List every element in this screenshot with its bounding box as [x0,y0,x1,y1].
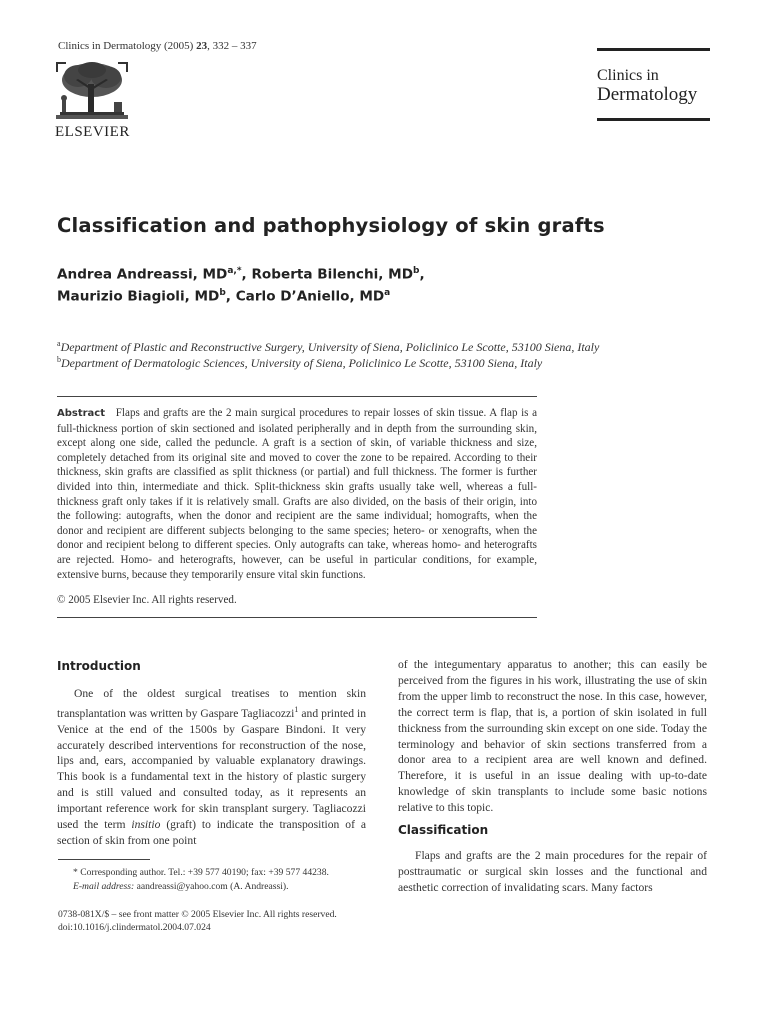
author-affiliation-mark: b [219,288,226,298]
journal-name-line1: Clinics in [597,67,659,84]
right-column [398,657,707,816]
author-affiliation-mark: a,* [227,266,242,276]
affiliation-text: Department of Dermatologic Sciences, University of Siena, Policlinico Le Scotte, 53100 Siena, Italy [61,356,543,370]
abstract-text: Flaps and grafts are the 2 main surgical procedures to repair losses of skin tissue. A flap is a full-thickness portion of skin sectioned and isolated peripherally and in depth from the surrounding skin, except along one side, called the peduncle. A graft is a section of skin, of variable thickness and size, completely detached from its original site and moved to cover the zone to be repaired. According to their thickness, skin grafts are classified as split thickness (or partial) and full thickness. The former is further divided into thin, intermediate and thick. Split-thickness skin grafts usually take well, whereas a full-thickness graft only takes if it is relatively small. Grafts are also divided, on the basis of their origin, into the following: autografts, when the donor and recipient are the same individual; homografts, when the donor and recipient are different subjects belonging to the same species; hetero- or xenografts, when the donor and recipient belong to different species. Only autografts can take, whereas homo- and heterografts are rejected. Homo- and heterografts, however, can be useful in particular conditions, for example, extensive burns, because they temporarily ensure vital skin functions. [57,407,537,581]
citation-pages: , 332 – 337 [207,40,257,52]
authors-line-2 [57,288,390,305]
author-name: , Carlo D’Aniello, MD [225,288,385,305]
affiliation-mark: b [57,355,61,364]
footnote-rule [58,859,150,860]
author-separator: , [419,266,425,283]
abstract-rule-top [57,396,537,397]
intro-italic-term: insitio [131,818,161,832]
journal-citation [58,40,257,52]
introduction-heading: Introduction [57,659,141,673]
email-note [73,881,289,892]
abstract-rule-bottom [57,617,537,618]
email-label: E-mail address: [73,881,135,892]
corresponding-author-note: * Corresponding author. Tel.: +39 577 40190; fax: +39 577 44238. [73,867,329,878]
doi-line[interactable]: doi:10.1016/j.clindermatol.2004.07.024 [58,922,211,933]
reference-mark: 1 [294,704,299,714]
abstract-label: Abstract [57,408,106,419]
citation-volume: 23 [196,40,208,52]
affiliation-text: Department of Plastic and Reconstructive Surgery, University of Siena, Policlinico Le Scotte, 53100 Siena, Italy [60,340,600,354]
journal-rule-top [597,48,710,51]
continuation-paragraph: of the integumentary apparatus to another; this can easily be perceived from the figures in his work, illustrating the use of skin from the upper limb to reconstruct the nose. In this case, however, the correct term is flap, that is, a portion of skin isolated in full thickness from the surrounding skin except on one side. Today the terminology and behavior of skin sections transferred from a donor area to a recipient area are well known and defined. Therefore, it is useful in an issue dealing with up-to-date knowledge of skin transplants to include some basic notions relative to this topic. [398,658,707,815]
elsevier-tree-logo [54,60,130,122]
classification-paragraph: Flaps and grafts are the 2 main procedures for the repair of posttraumatic or surgical skin losses and the functional and aesthetic correction of invalidating scars. Many factors [398,849,707,894]
journal-rule-bottom [597,118,710,121]
classification-column [398,848,707,896]
introduction-paragraph [57,686,366,849]
citation-journal: Clinics in Dermatology (2005) [58,40,197,52]
abstract-copyright: © 2005 Elsevier Inc. All rights reserved. [57,594,237,606]
classification-heading: Classification [398,823,489,837]
author-name: Andrea Andreassi, MD [57,266,228,283]
affiliation-a [57,339,599,355]
author-affiliation-mark: b [413,266,420,276]
affiliation-mark: a [57,339,61,348]
author-name: Maurizio Biagioli, MD [57,288,220,305]
affiliation-b [57,355,542,371]
abstract-body [57,406,537,582]
publisher-name: ELSEVIER [55,124,130,140]
journal-name-line2: Dermatology [597,84,698,105]
intro-text-c: (graft) to indicate the transposition of a section of skin from one point [57,818,366,848]
intro-text-b: and printed in Venice at the end of the 1500s by Gaspare Bindoni. It very accurately described interventions for reconstruction of the nose, lips and, ears, accompanied by valuable explanatory drawings. This book is a fundamental text in the history of plastic surgery and is still valued and consulted today, as it represents an important reference work for skin transplant surgery. Tagliacozzi used the term [57,706,367,832]
article-title: Classification and pathophysiology of skin grafts [57,214,605,237]
intro-text-a: One of the oldest surgical treatises to mention skin transplantation was written by Gaspare Tagliacozzi [57,687,366,720]
issn-line: 0738-081X/$ – see front matter © 2005 Elsevier Inc. All rights reserved. [58,909,337,920]
author-name: , Roberta Bilenchi, MD [241,266,413,283]
authors-line-1 [57,266,425,283]
introduction-column [57,686,366,849]
author-affiliation-mark: a [384,288,391,298]
email-value[interactable]: aandreassi@yahoo.com (A. Andreassi). [134,881,289,892]
